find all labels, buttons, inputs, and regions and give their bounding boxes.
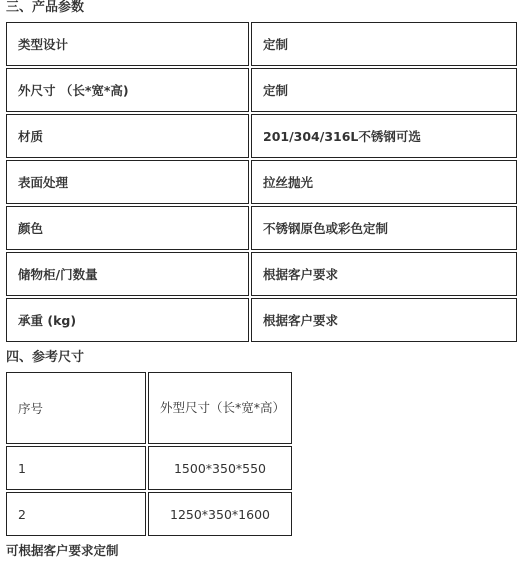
table-row xyxy=(6,22,517,66)
param-label: 表面处理 xyxy=(6,160,249,204)
section-title-reference-size: 四、参考尺寸 xyxy=(6,350,85,365)
param-label: 类型设计 xyxy=(6,22,249,66)
table-row xyxy=(6,114,517,158)
param-value: 根据客户要求 xyxy=(251,252,517,296)
row-index: 1 xyxy=(6,446,146,490)
custom-note: 可根据客户要求定制 xyxy=(6,543,119,558)
table-row xyxy=(6,252,517,296)
param-value: 定制 xyxy=(251,22,517,66)
param-label: 外尺寸 （长*宽*高) xyxy=(6,68,249,112)
param-label: 材质 xyxy=(6,114,249,158)
row-size: 1500*350*550 xyxy=(148,446,292,490)
table-row xyxy=(6,68,517,112)
row-index: 2 xyxy=(6,492,146,536)
param-label: 储物柜/门数量 xyxy=(6,252,249,296)
param-value: 不锈钢原色或彩色定制 xyxy=(251,206,517,250)
param-label: 承重 (kg) xyxy=(6,298,249,342)
table-row xyxy=(6,298,517,342)
section-title-product-params: 三、产品参数 xyxy=(6,0,85,15)
header-size: 外型尺寸（长*宽*高） xyxy=(148,372,292,444)
param-value: 201/304/316L不锈钢可选 xyxy=(251,114,517,158)
product-params-table xyxy=(4,20,519,344)
table-header-row xyxy=(6,372,292,444)
table-row xyxy=(6,206,517,250)
table-row xyxy=(6,446,292,490)
param-value: 拉丝抛光 xyxy=(251,160,517,204)
header-index: 序号 xyxy=(6,372,146,444)
param-value: 定制 xyxy=(251,68,517,112)
table-row xyxy=(6,492,292,536)
reference-size-table xyxy=(4,370,294,538)
param-value: 根据客户要求 xyxy=(251,298,517,342)
row-size: 1250*350*1600 xyxy=(148,492,292,536)
table-row xyxy=(6,160,517,204)
param-label: 颜色 xyxy=(6,206,249,250)
